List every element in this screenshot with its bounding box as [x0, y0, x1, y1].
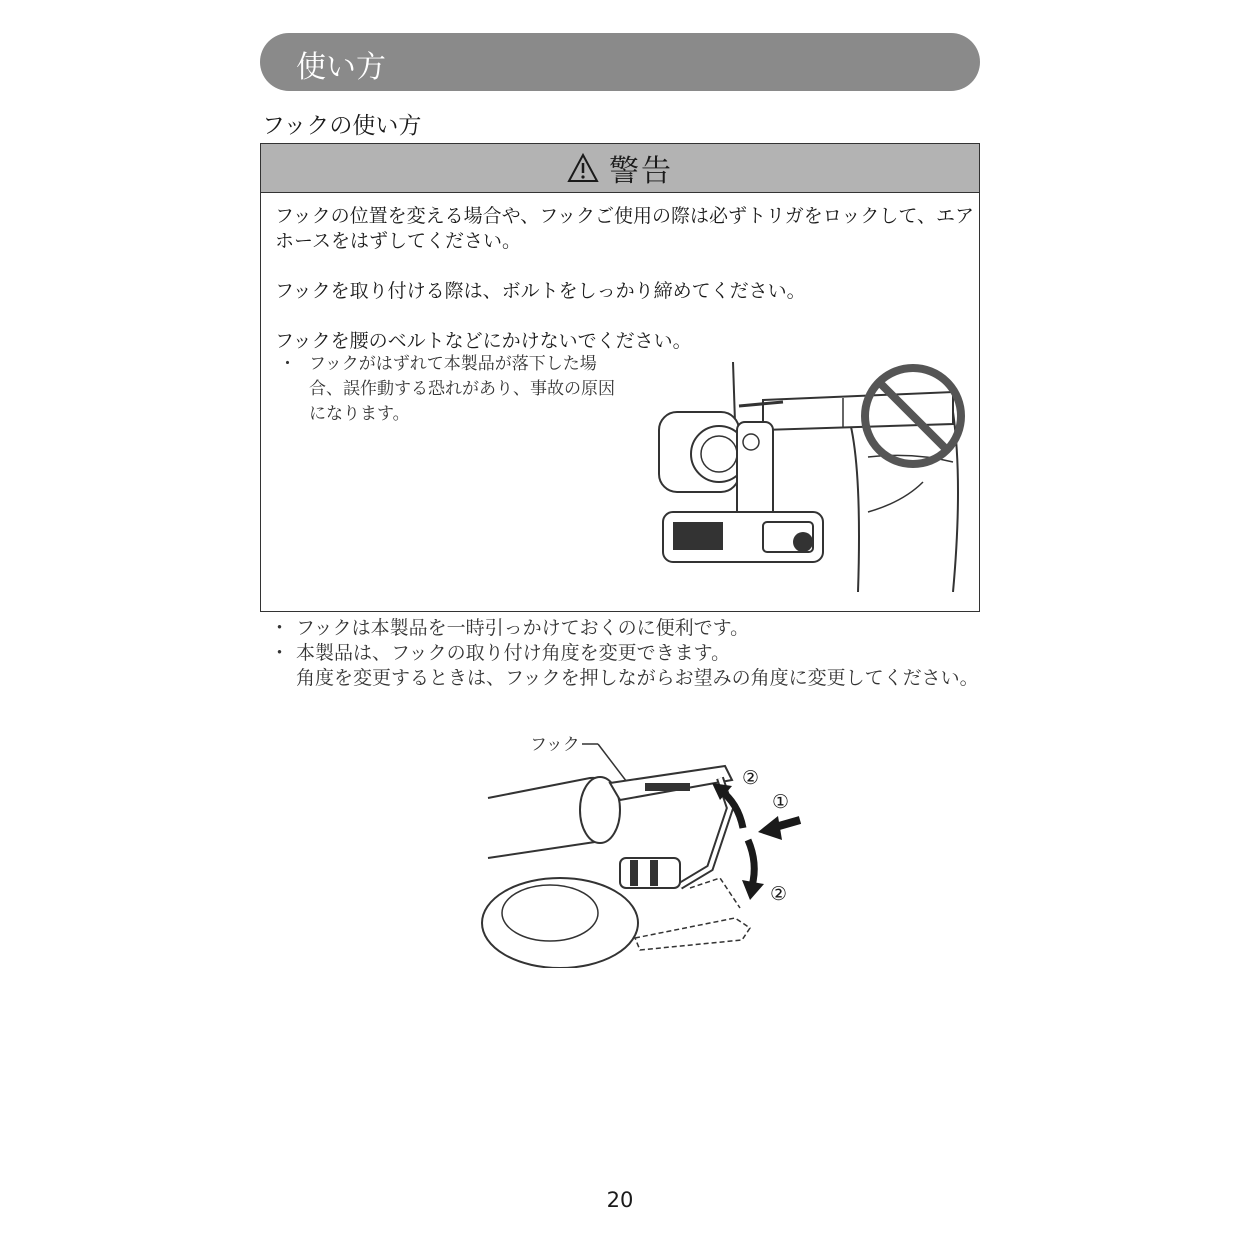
warning-box	[260, 143, 980, 612]
notes-list	[270, 616, 986, 691]
sub-heading: フックの使い方	[262, 113, 422, 139]
bullet-mark: ・	[279, 354, 296, 374]
warning-paragraph-3: フックを腰のベルトなどにかけないでください。	[275, 330, 692, 352]
note-mark: ・	[270, 617, 290, 639]
section-title: 使い方	[296, 50, 386, 85]
note-1	[270, 616, 986, 641]
marker-2-top: ②	[742, 767, 760, 789]
warning-header	[261, 144, 979, 193]
warning-triangle-icon	[567, 153, 599, 183]
note-text: フックは本製品を一時引っかけておくのに便利です。	[296, 617, 750, 639]
note-3	[270, 666, 986, 691]
warning-paragraph-1: フックの位置を変える場合や、フックご使用の際は必ずトリガをロックして、エアホースをはずしてください。	[275, 205, 975, 252]
note-text: 角度を変更するときは、フックを押しながらお望みの角度に変更してください。	[296, 667, 979, 689]
note-2	[270, 641, 986, 666]
note-text: 本製品は、フックの取り付け角度を変更できます。	[296, 642, 731, 664]
hook-label: フック	[530, 735, 580, 755]
marker-2-bottom: ②	[770, 883, 788, 905]
note-mark: ・	[270, 642, 290, 664]
section-header	[260, 33, 980, 91]
marker-1: ①	[772, 791, 790, 813]
warning-bullet-text: フックがはずれて本製品が落下した場合、誤作動する恐れがあり、事故の原因になります。	[309, 354, 615, 424]
hook-angle-illustration	[480, 728, 810, 968]
tool-on-belt-illustration	[653, 362, 973, 592]
page-number: 20	[606, 1188, 634, 1212]
warning-title: 警告	[609, 154, 673, 189]
warning-paragraph-2: フックを取り付ける際は、ボルトをしっかり締めてください。	[275, 280, 806, 302]
